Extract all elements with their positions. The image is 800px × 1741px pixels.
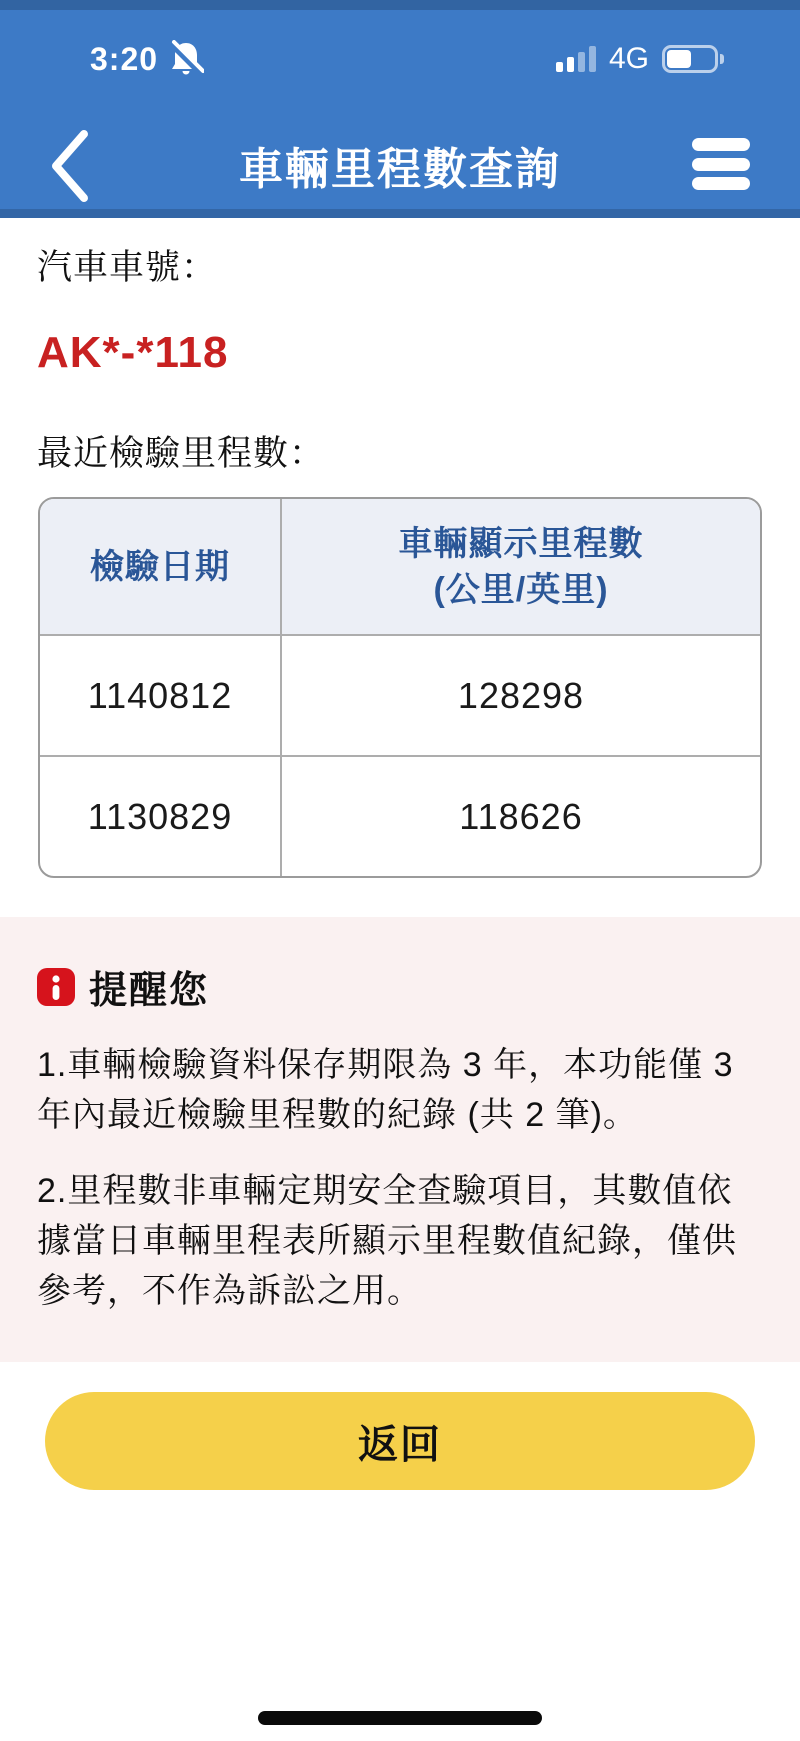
table-row: [40, 755, 760, 876]
notice-heading: [37, 959, 763, 1014]
return-button[interactable]: 返回: [45, 1392, 755, 1490]
plate-number-label: 汽車車號：: [37, 248, 218, 287]
bell-slash-icon: [168, 40, 204, 78]
home-indicator[interactable]: [258, 1711, 542, 1725]
page-title: 車輛里程數查詢: [239, 145, 561, 194]
clock: 3:20: [90, 40, 159, 77]
cell-displayed-mileage: 118626: [280, 757, 760, 876]
notice-title: 提醒您: [89, 970, 210, 1012]
cell-inspection-date: 1130829: [87, 795, 233, 837]
table-header-mileage: 車輛顯示里程數 (公里/英里): [280, 499, 760, 634]
nav-bar: [0, 122, 800, 208]
reminder-notice-box: [0, 917, 800, 1362]
app-header: [0, 0, 800, 218]
network-type-label: 4G: [608, 42, 649, 75]
main-content: [0, 218, 800, 1490]
table-header-row: [40, 499, 760, 634]
table-header-date: 檢驗日期: [90, 547, 230, 586]
mileage-section-label: 最近檢驗里程數：: [37, 434, 326, 473]
table-row: [40, 634, 760, 755]
battery-icon: [662, 45, 718, 73]
hamburger-icon: [692, 138, 750, 151]
plate-number-value: AK*-*118: [37, 328, 229, 377]
status-left: [90, 40, 204, 78]
notice-item-1: 1.車輛檢驗資料保存期限為 3 年，本功能僅 3 年內最近檢驗里程數的紀錄 (共 2 筆)。: [37, 1046, 734, 1134]
notice-item-2: 2.里程數非車輛定期安全查驗項目，其數值依據當日車輛里程表所顯示里程數值紀錄，僅供參考，不作為訴訟之用。: [37, 1172, 737, 1310]
mileage-table: [38, 497, 762, 878]
cell-inspection-date: 1140812: [87, 674, 233, 716]
signal-bars-icon: [556, 46, 596, 72]
hamburger-menu-button[interactable]: [692, 136, 752, 192]
status-bar: [0, 40, 800, 82]
info-icon: [37, 968, 75, 1006]
cell-displayed-mileage: 128298: [280, 636, 760, 755]
status-right: [556, 42, 718, 76]
